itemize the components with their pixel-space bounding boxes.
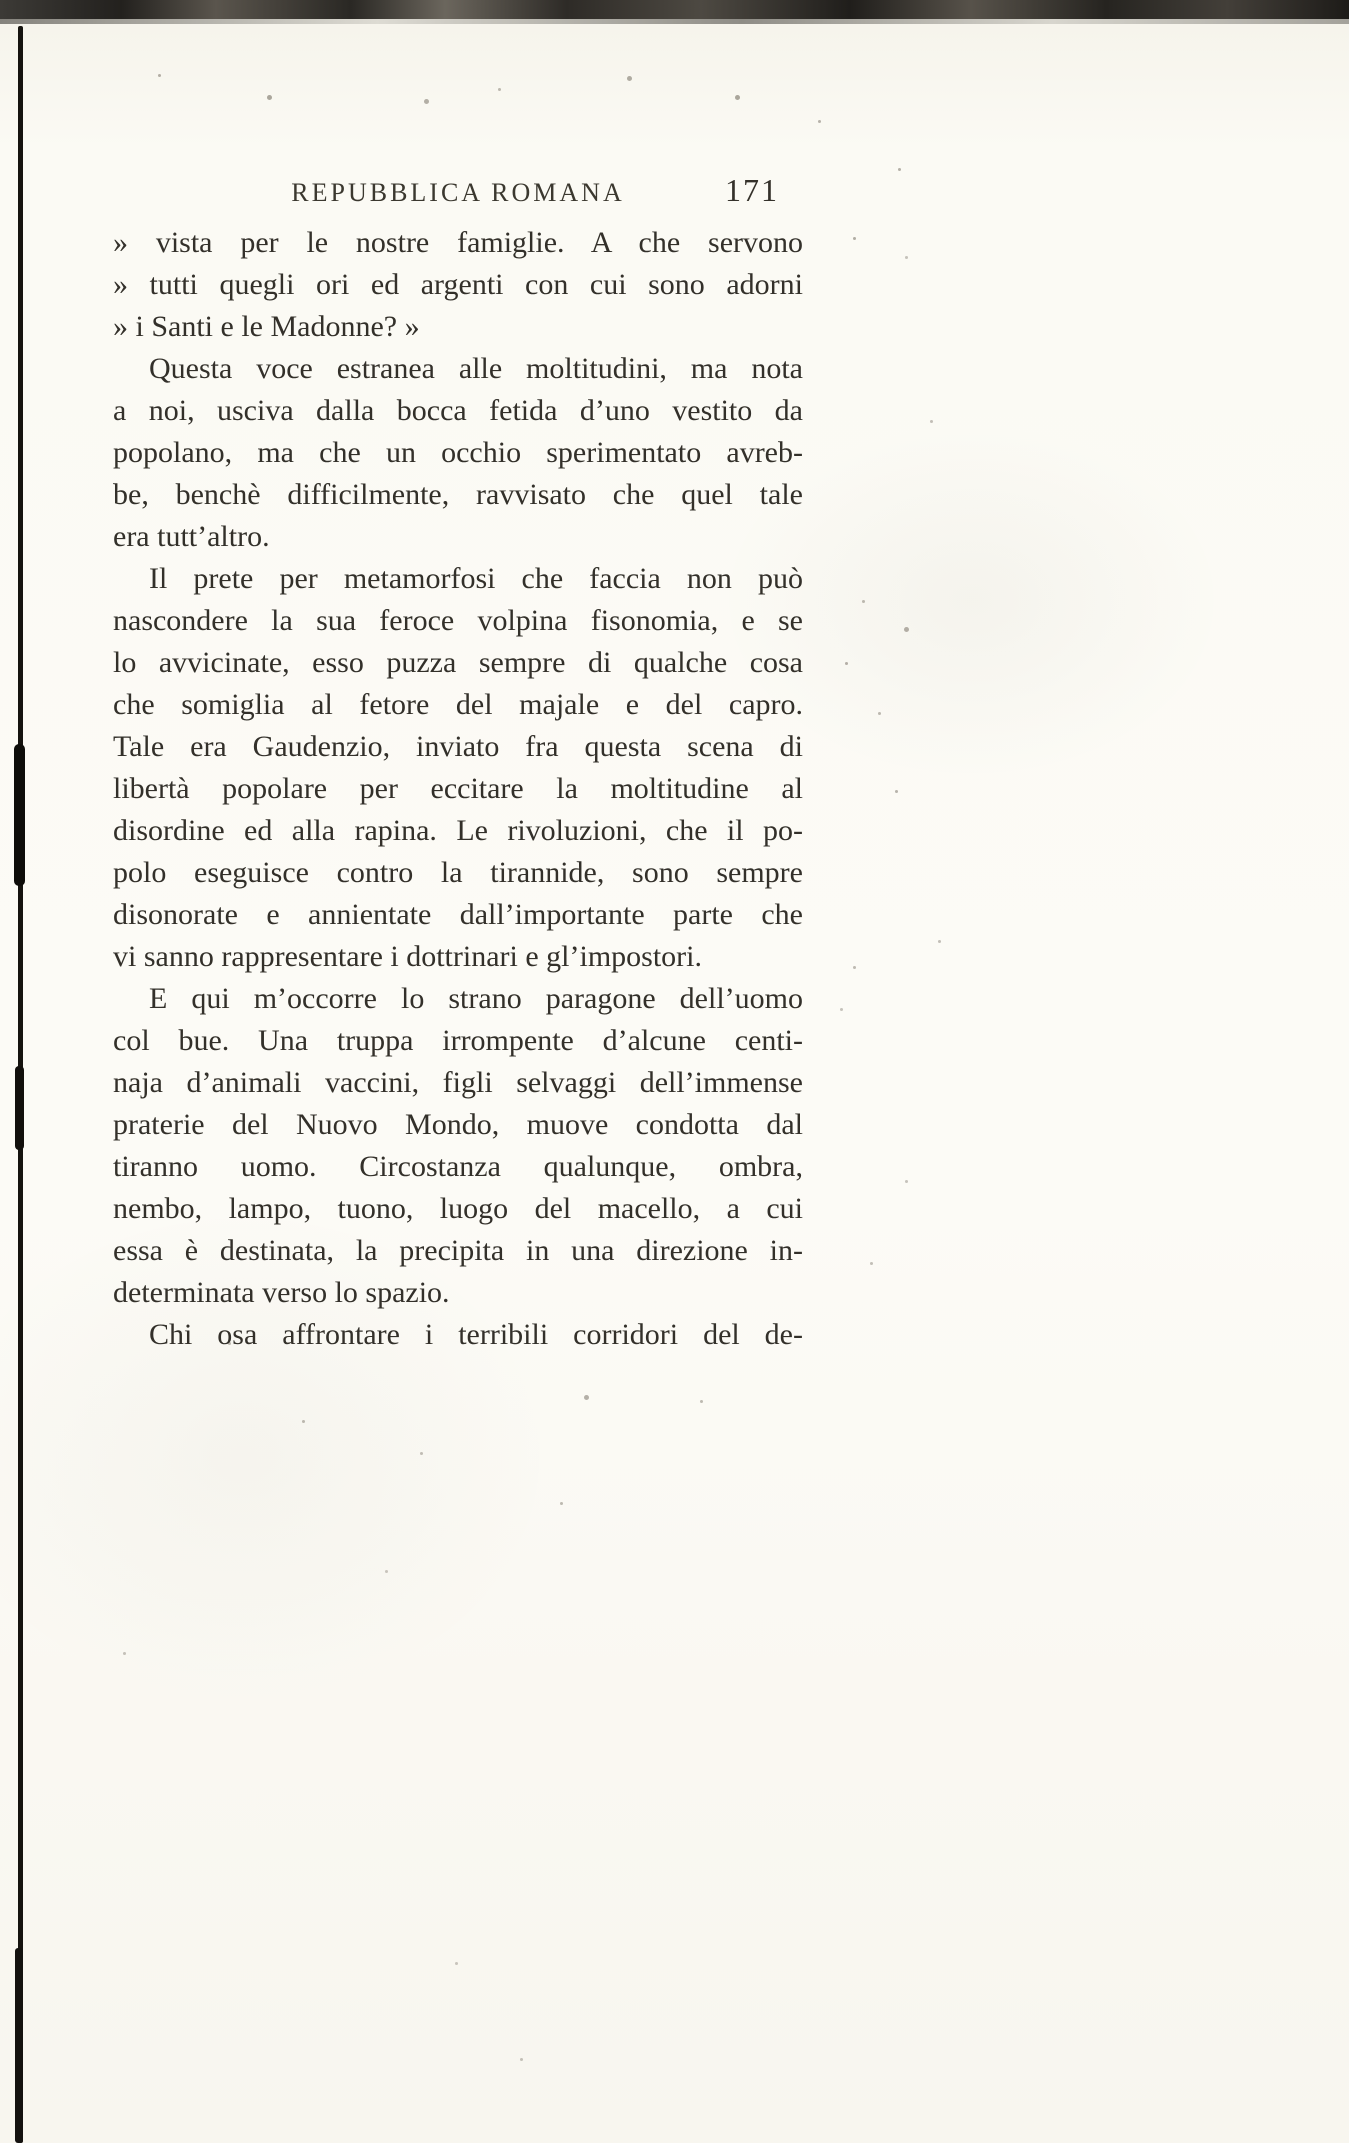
text-line: nembo, lampo, tuono, luogo del macello, a cui xyxy=(113,1192,803,1225)
text-line: be, benchè difficilmente, ravvisato che quel tale xyxy=(113,478,803,511)
quote-paragraph xyxy=(113,222,803,348)
text-line: tiranno uomo. Circostanza qualunque, ombra, xyxy=(113,1150,803,1183)
body-paragraph xyxy=(113,1314,803,1356)
header-title: REPUBBLICA ROMANA xyxy=(291,178,625,207)
text-line: vi sanno rappresentare i dottrinari e gl’impostori. xyxy=(113,940,702,973)
text-line: » tutti quegli ori ed argenti con cui sono adorni xyxy=(113,268,803,301)
text-line: » i Santi e le Madonne? » xyxy=(113,310,420,343)
text-line: determinata verso lo spazio. xyxy=(113,1276,450,1309)
scan-edge-shadow xyxy=(0,19,1349,24)
text-line: popolano, ma che un occhio sperimentato avreb- xyxy=(113,436,803,469)
text-line: Tale era Gaudenzio, inviato fra questa scena di xyxy=(113,730,803,763)
text-line: Chi osa affrontare i terribili corridori del de- xyxy=(149,1318,803,1351)
text-line: che somiglia al fetore del majale e del capro. xyxy=(113,688,803,721)
scan-edge-top xyxy=(0,0,1349,19)
text-line: Questa voce estranea alle moltitudini, ma nota xyxy=(149,352,803,385)
text-line: naja d’animali vaccini, figli selvaggi dell’immense xyxy=(113,1066,803,1099)
running-header xyxy=(113,170,803,222)
body-paragraph xyxy=(113,978,803,1314)
body-paragraph xyxy=(113,348,803,558)
text-line: praterie del Nuovo Mondo, muove condotta dal xyxy=(113,1108,803,1141)
text-line: col bue. Una truppa irrompente d’alcune centi- xyxy=(113,1024,803,1057)
text-line: nascondere la sua feroce volpina fisonomia, e se xyxy=(113,604,803,637)
binding-ink-blob xyxy=(15,1066,24,1150)
text-line: era tutt’altro. xyxy=(113,520,270,553)
text-line: disonorate e annientate dall’importante parte che xyxy=(113,898,803,931)
page-text-block xyxy=(113,170,803,1356)
text-line: disordine ed alla rapina. Le rivoluzioni, che il po- xyxy=(113,814,803,847)
body-paragraph xyxy=(113,558,803,978)
text-line: a noi, usciva dalla bocca fetida d’uno vestito da xyxy=(113,394,803,427)
text-line: lo avvicinate, esso puzza sempre di qualche cosa xyxy=(113,646,803,679)
binding-ink-blob xyxy=(14,744,25,886)
page-number: 171 xyxy=(725,172,779,208)
text-line: libertà popolare per eccitare la moltitudine al xyxy=(113,772,803,805)
text-line: Il prete per metamorfosi che faccia non può xyxy=(149,562,803,595)
binding-ink-blob xyxy=(15,1948,23,2143)
text-line: » vista per le nostre famiglie. A che servono xyxy=(113,226,803,259)
text-line: E qui m’occorre lo strano paragone dell’uomo xyxy=(149,982,803,1015)
text-line: polo eseguisce contro la tirannide, sono sempre xyxy=(113,856,803,889)
text-line: essa è destinata, la precipita in una direzione in- xyxy=(113,1234,803,1267)
scan-noise-specks xyxy=(0,0,3,3)
